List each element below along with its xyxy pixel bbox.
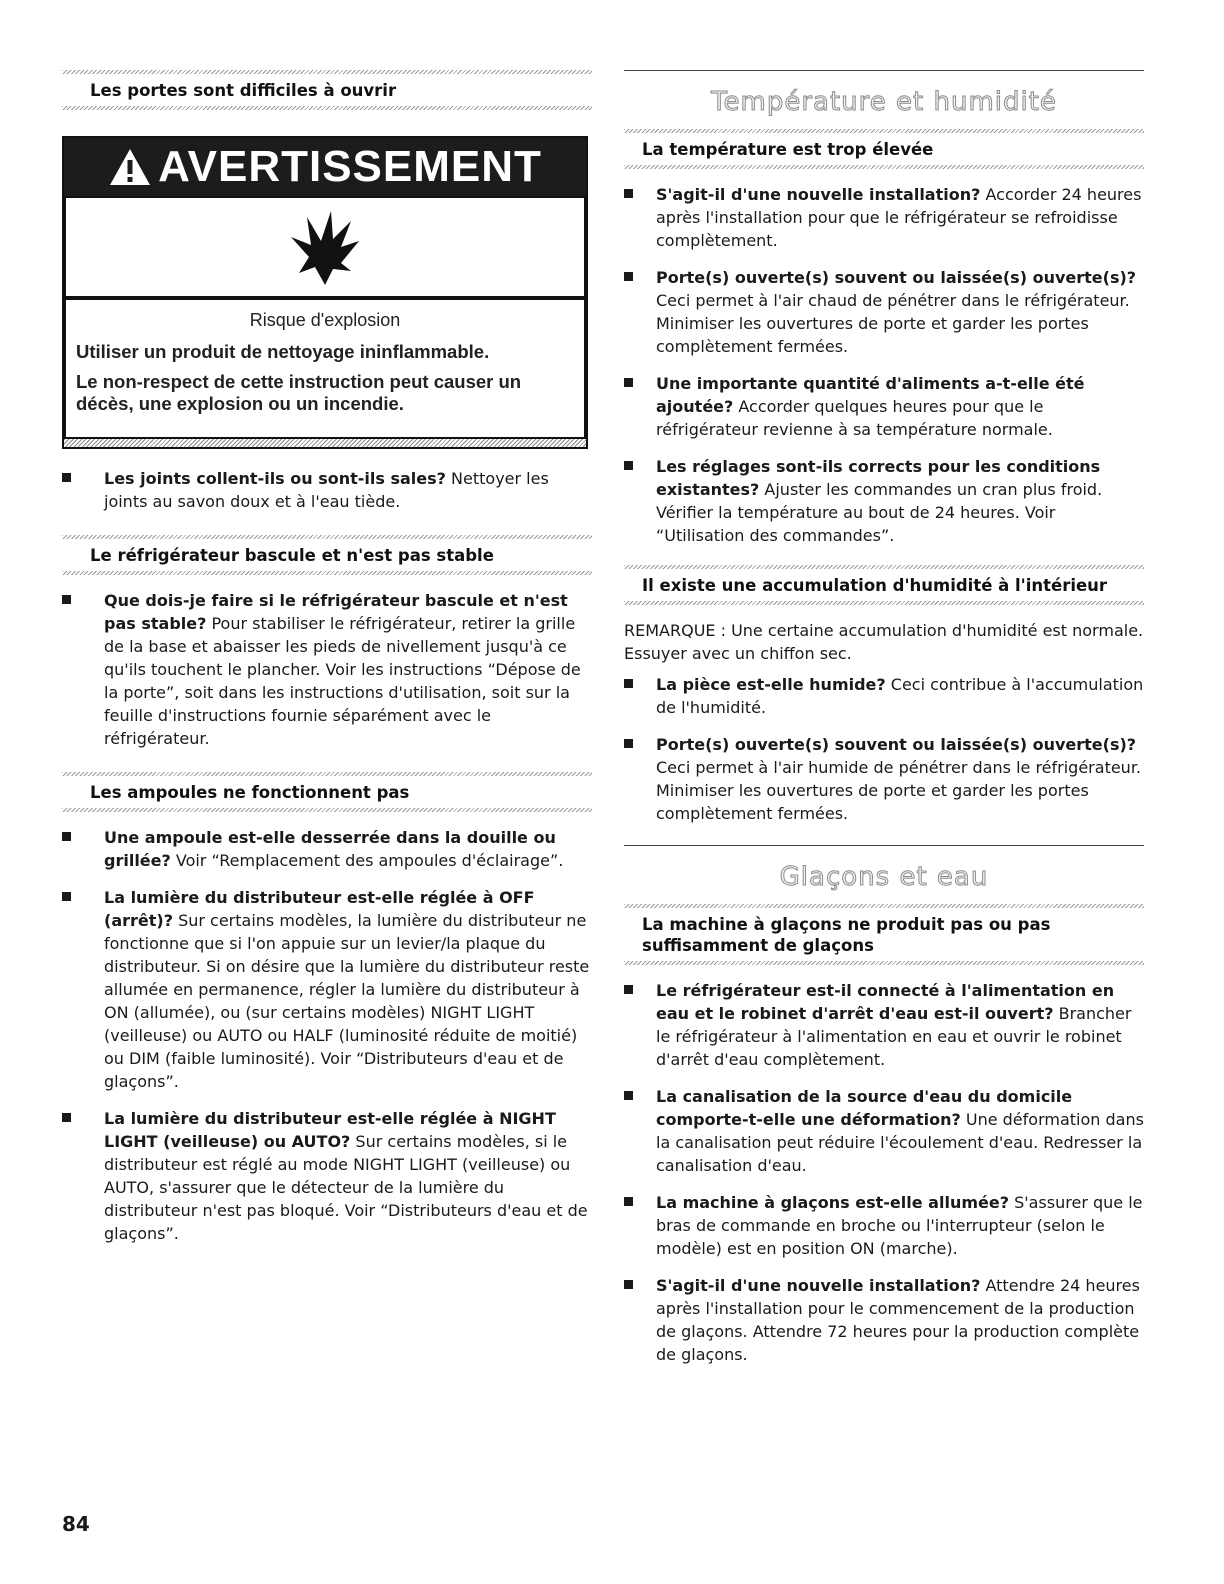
bullet-icon [624,679,633,688]
list-item [62,886,592,1093]
list-item [62,826,592,872]
item-question: Les réglages sont-ils corrects pour les conditions existantes? [656,457,1101,499]
list-item [624,1274,1144,1366]
bullet-icon [62,473,71,482]
item-answer: Voir “Remplacement des ampoules d'éclairage”. [170,851,564,870]
item-question: La pièce est-elle humide? [656,675,886,694]
shaded-rule [62,106,592,110]
warning-line-1: Utiliser un produit de nettoyage ininflammable. [76,341,490,362]
bullet-icon [624,272,633,281]
temp-heading: La température est trop élevée [642,140,934,159]
item-answer: Ajuster les commandes un cran plus froid. Vérifier la température au bout de 24 heures. Voir “Utilisation des commandes”. [656,480,1103,545]
bulbs-heading: Les ampoules ne fonctionnent pas [90,783,410,802]
bullet-icon [62,892,71,901]
item-answer: Accorder 24 heures après l'installation pour que le réfrigérateur se refroidisse complètement. [656,185,1142,250]
bullet-icon [624,189,633,198]
list-item [624,183,1144,252]
item-answer: Ceci permet à l'air chaud de pénétrer dans le réfrigérateur. Minimiser les ouvertures de porte et garder les portes complètement fermées. [656,291,1130,356]
item-question: La canalisation de la source d'eau du domicile comporte-t-elle une déformation? [656,1087,1073,1129]
bullet-icon [62,1113,71,1122]
list-item [62,467,592,513]
bullet-icon [624,1197,633,1206]
warning-text-panel [64,298,586,439]
warning-title: AVERTISSEMENT [158,142,542,191]
item-question: Une ampoule est-elle desserrée dans la douille ou grillée? [104,828,556,870]
list-item [62,1107,592,1245]
explosion-icon [285,207,365,287]
shaded-rule [624,961,1144,965]
warning-header [64,138,586,196]
item-question: La lumière du distributeur est-elle réglée à NIGHT LIGHT (veilleuse) ou AUTO? [104,1109,556,1151]
humid-heading: Il existe une accumulation d'humidité à l'intérieur [642,576,1108,595]
item-answer: Attendre 24 heures après l'installation pour le commencement de la production de glaçons. Attendre 72 heures pour la production complète de glaçons. [656,1276,1140,1364]
warning-line-2: Le non-respect de cette instruction peut causer un décès, une explosion ou un incendie. [76,371,522,414]
shaded-rule [62,571,592,575]
bullet-icon [624,1280,633,1289]
right-column [624,70,1144,1366]
list-item [62,589,592,750]
page-number: 84 [62,1512,90,1536]
list-item [624,1085,1144,1177]
item-question: Porte(s) ouverte(s) souvent ou laissée(s) ouverte(s)? [656,735,1137,754]
list-item [624,733,1144,825]
list-item [624,372,1144,441]
left-column [62,70,592,1245]
item-question: Une importante quantité d'aliments a-t-elle été ajoutée? [656,374,1085,416]
tilt-heading: Le réfrigérateur bascule et n'est pas stable [90,546,494,565]
bullet-icon [624,985,633,994]
bullet-icon [624,378,633,387]
doors-heading: Les portes sont difficiles à ouvrir [90,81,397,100]
bullet-icon [624,461,633,470]
item-answer: Pour stabiliser le réfrigérateur, retirer la grille de la base et abaisser les pieds de nivellement jusqu'à ce qu'ils touchent le plancher. Voir les instructions “Dépose de la porte”, soit dans les instructions d'utilisation, soit sur la feuille d'instructions fournie séparément avec le réfrigérateur. [104,614,581,748]
item-question: Que dois-je faire si le réfrigérateur bascule et n'est pas stable? [104,591,568,633]
item-question: La lumière du distributeur est-elle réglée à OFF (arrêt)? [104,888,535,930]
item-question: S'agit-il d'une nouvelle installation? [656,1276,981,1295]
shaded-rule [62,808,592,812]
item-answer: Ceci contribue à l'accumulation de l'humidité. [656,675,1144,717]
ice-heading: La machine à glaçons ne produit pas ou pas suffisamment de glaçons [642,915,1051,955]
warning-box [62,136,588,449]
bullet-icon [624,739,633,748]
item-answer: Sur certains modèles, si le distributeur est réglé au mode NIGHT LIGHT (veilleuse) ou AUTO, s'assurer que le détecteur de la lumière du distributeur n'est pas bloqué. Voir “Distributeurs d'eau et de glaçons”. [104,1132,588,1243]
item-question: Le réfrigérateur est-il connecté à l'alimentation en eau et le robinet d'arrêt d'eau est-il ouvert? [656,981,1115,1023]
item-answer: S'assurer que le bras de commande en broche ou l'interrupteur (selon le modèle) est en position ON (marche). [656,1193,1143,1258]
item-question: S'agit-il d'une nouvelle installation? [656,185,981,204]
item-question: Porte(s) ouverte(s) souvent ou laissée(s) ouverte(s)? [656,268,1137,287]
list-item [624,266,1144,358]
item-answer: Sur certains modèles, la lumière du distributeur ne fonctionne que si l'on appuie sur un levier/la plaque du distributeur. Si on désire que la lumière du distributeur reste allumée en permanence, régler la lumière du distributeur à ON (allumée), ou (sur certains modèles) NIGHT LIGHT (veilleuse) ou AUTO ou HALF (luminosité réduite de moitié) ou DIM (faible luminosité). Voir “Distributeurs d'eau et de glaçons”. [104,911,590,1091]
warning-icon-panel [64,196,586,298]
item-answer: Nettoyer les joints au savon doux et à l'eau tiède. [104,469,549,511]
item-answer: Ceci permet à l'air humide de pénétrer dans le réfrigérateur. Minimiser les ouvertures de porte et garder les portes complètement fermées. [656,758,1142,823]
item-answer: Brancher le réfrigérateur à l'alimentation en eau et ouvrir le robinet d'arrêt d'eau complètement. [656,1004,1132,1069]
shaded-rule [624,601,1144,605]
item-question: Les joints collent-ils ou sont-ils sales? [104,469,446,488]
warning-triangle-icon [108,147,152,187]
list-item [624,673,1144,719]
bullet-icon [62,595,71,604]
list-item [624,1191,1144,1260]
section-title-ice: Glaçons et eau [779,862,989,892]
item-answer: Accorder quelques heures pour que le réfrigérateur revienne à sa température normale. [656,397,1053,439]
warning-risk: Risque d'explosion [249,310,401,330]
bullet-icon [624,1091,633,1100]
item-question: La machine à glaçons est-elle allumée? [656,1193,1009,1212]
humid-note: REMARQUE : Une certaine accumulation d'humidité est normale. Essuyer avec un chiffon sec. [624,621,1144,663]
item-answer: Une déformation dans la canalisation peut réduire l'écoulement d'eau. Redresser la canalisation d'eau. [656,1110,1144,1175]
shaded-rule [624,165,1144,169]
bullet-icon [62,832,71,841]
section-title-temperature: Température et humidité [711,87,1057,117]
list-item [624,979,1144,1071]
list-item [624,455,1144,547]
